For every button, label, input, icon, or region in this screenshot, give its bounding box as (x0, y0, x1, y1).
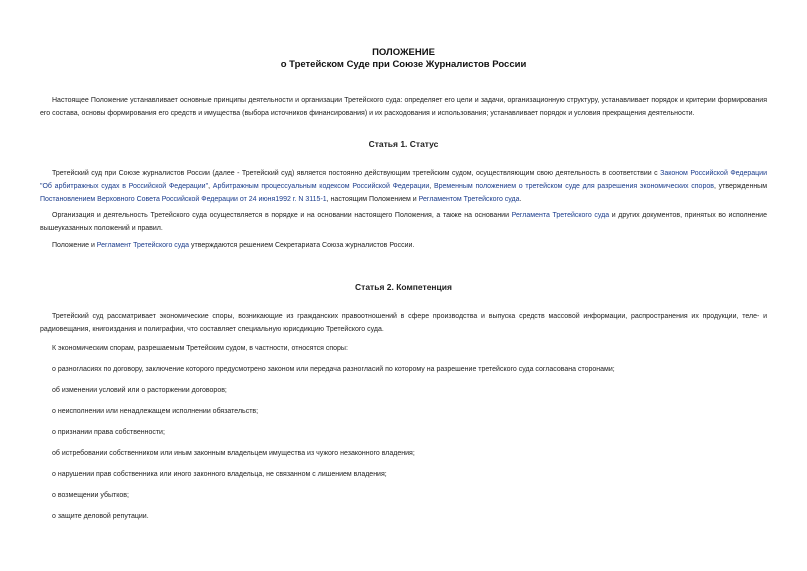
article-1-paragraph-1 (40, 167, 767, 206)
article-1-heading: Статья 1. Статус (368, 139, 439, 149)
document-title (40, 47, 767, 71)
article-2-paragraph-1: Третейский суд рассматривает экономические споры, возникающие из гражданских правоотношений в сфере производства и выпуска средств массовой информации, распространения их продукции, теле- и радиовещания, книгоиздания и полиграфии, что составляет специальную юрисдикцию Третейского суда. (40, 313, 767, 333)
list-item: об изменении условий или о расторжении договоров; (52, 387, 227, 394)
list-item: о признании права собственности; (52, 429, 165, 436)
list-item: о защите деловой репутации. (52, 513, 149, 520)
arbitration-procedure-code-link[interactable]: Арбитражным процессуальным кодексом Российской Федерации (212, 183, 430, 190)
arbitration-rules-link[interactable]: Регламента Третейского суда (511, 212, 610, 219)
article-1-paragraph-2 (40, 209, 767, 235)
law-arbitration-courts-link[interactable]: Законом Российской Федерации "Об арбитражных судах в Российской Федерации" (40, 170, 767, 190)
text-fragment: . (519, 196, 522, 203)
text-fragment: , (429, 183, 434, 190)
list-item: об истребовании собственником или иным законным владельцем имущества из чужого незаконного владения; (52, 450, 415, 457)
article-2-heading: Статья 2. Компетенция (355, 282, 452, 292)
text-fragment: , (208, 183, 213, 190)
text-fragment: и других документов, принятых во исполнение вышеуказанных положений и правил. (40, 212, 767, 232)
text-fragment: Третейский суд при Союзе журналистов России (далее - Третейский суд) является постоянно действующим третейским судом, осуществляющим свою деятельность в соответствии с (52, 170, 661, 177)
text-fragment: , настоящим Положением и (326, 196, 419, 203)
title-line-1: ПОЛОЖЕНИЕ (372, 47, 435, 58)
text-fragment: , утвержденным (713, 183, 768, 190)
text-fragment: Положение и (52, 242, 97, 249)
intro-paragraph: Настоящее Положение устанавливает основные принципы деятельности и организации Третейского суда: определяет его цели и задачи, организационную структуру, устанавливает порядок и критерии формирования его состава, основы формирования его средств и имущества (выбора источников финансирования) и их расходования и использования; устанавливает порядок и условия прекращения деятельности. (40, 97, 767, 117)
article-1-paragraph-3 (40, 239, 767, 252)
text-fragment: утверждаются решением Секретариата Союза журналистов России. (189, 242, 415, 249)
supreme-council-resolution-link[interactable]: Постановлением Верховного Совета Российской Федерации от 24 июня1992 г. N 3115-1 (40, 196, 327, 203)
list-item: о разногласиях по договору, заключение которого предусмотрено законом или передача разногласий по которому на разрешение третейского суда согласована сторонами; (52, 366, 615, 373)
list-item: о нарушении прав собственника или иного законного владельца, не связанном с лишением владения; (52, 471, 387, 478)
text-fragment: Организация и деятельность Третейского суда осуществляется в порядке и на основании настоящего Положения, а также на основании (52, 212, 512, 219)
list-item: о неисполнении или ненадлежащем исполнении обязательств; (52, 408, 259, 415)
title-line-2: о Третейском Суде при Союзе Журналистов России (280, 59, 527, 70)
list-item: о возмещении убытков; (52, 492, 129, 499)
arbitration-rules-link[interactable]: Регламентом Третейского суда (418, 196, 520, 203)
article-2-paragraph-2: К экономическим спорам, разрешаемым Третейским судом, в частности, относятся споры: (52, 345, 348, 352)
temporary-regulation-link[interactable]: Временным положением о третейском суде для разрешения экономических споров (433, 183, 714, 190)
arbitration-rules-link[interactable]: Регламент Третейского суда (96, 242, 190, 249)
